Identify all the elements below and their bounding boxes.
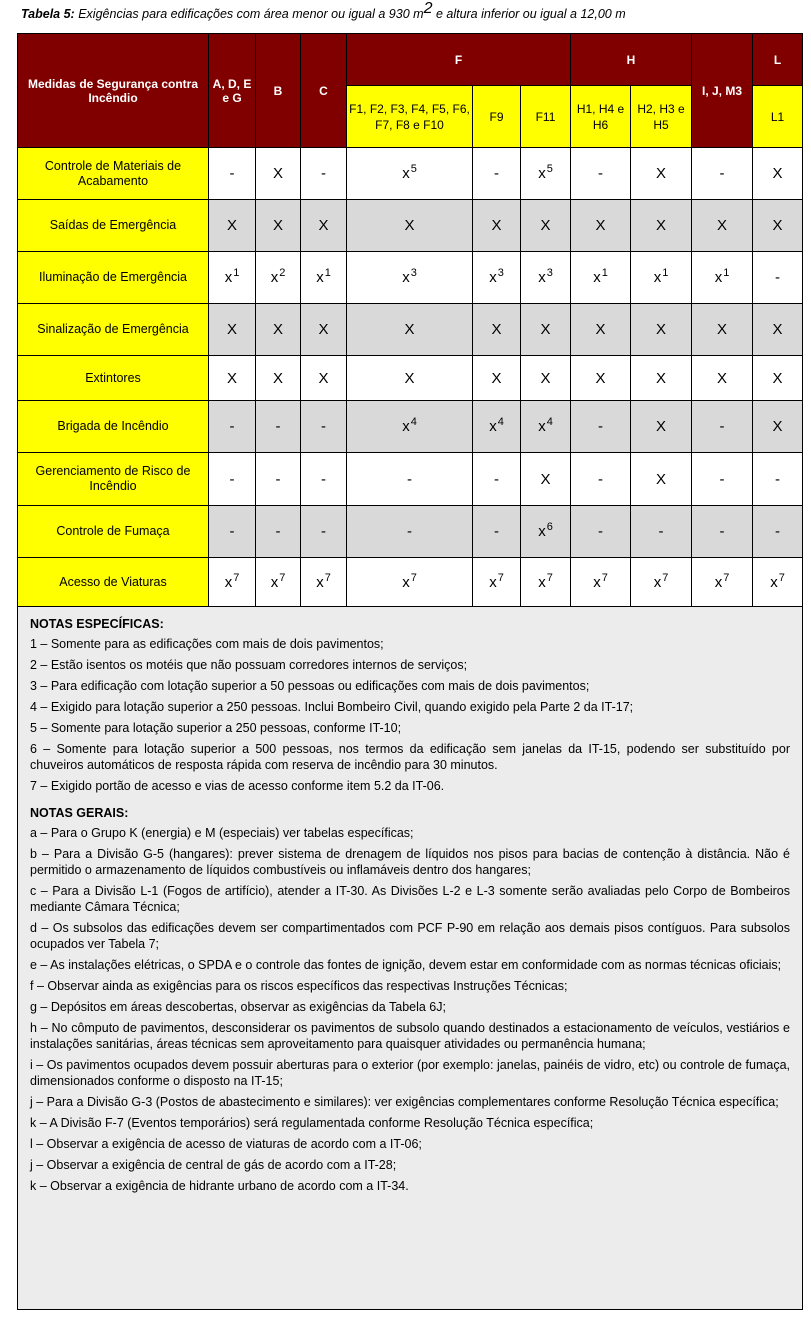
header-group-f: F [347,34,571,86]
cell-mark: - [494,165,499,182]
cell-mark: X [655,321,666,338]
cell-mark: - [719,165,725,182]
note-item: 5 – Somente para lotação superior a 250 pessoas, conforme IT-10; [30,721,402,735]
cell-mark: X [595,321,606,338]
note-item: 7 – Exigido portão de acesso e vias de acesso conforme item 5.2 da IT-06. [30,779,445,793]
cell-note-ref: 1 [662,267,669,279]
cell-mark: x [593,269,601,286]
cell-mark: - [598,165,603,182]
requirement-cell [301,506,347,558]
cell-mark: x [224,573,233,591]
requirement-cell [301,453,347,506]
subheader-h2-h3-h5: H2, H3 e H5 [631,86,692,148]
table-row [18,401,803,453]
note-item: e – As instalações elétricas, o SPDA e o controle das fontes de ignição, devem estar em conformidade com as normas técnicas oficiais; [30,958,782,972]
requirement-cell [521,148,571,200]
note-item: 3 – Para edificação com lotação superior a 50 pessoas ou edificações com mais de dois pavimentos; [30,679,590,693]
cell-note-ref: 1 [233,267,240,279]
cell-mark: x [489,573,497,591]
requirement-cell [571,304,631,356]
requirement-cell [347,252,473,304]
cell-note-ref: 4 [546,416,553,428]
cell-mark: X [540,470,551,488]
requirement-cell [347,401,473,453]
caption-superscript: 2 [423,0,433,17]
cell-mark: - [719,470,725,488]
requirement-cell [521,356,571,401]
cell-mark: x [270,269,279,286]
cell-mark: - [598,523,603,540]
cell-mark: - [321,418,326,435]
cell-mark: - [775,269,780,286]
requirement-cell [209,558,256,607]
requirement-cell [209,252,256,304]
requirement-cell [256,304,301,356]
note-item: 4 – Exigido para lotação superior a 250 pessoas. Inclui Bombeiro Civil, quando exigido pela Parte 2 da IT-17; [30,700,634,714]
requirement-cell [347,200,473,252]
row-label: Controle de Fumaça [18,506,209,558]
cell-mark: - [719,418,725,435]
table-caption [21,0,626,21]
requirement-cell [753,148,803,200]
requirement-cell [209,356,256,401]
table-row [18,148,803,200]
requirement-cell [347,304,473,356]
requirement-cell [301,148,347,200]
cell-note-ref: 1 [723,267,730,279]
header-group-l: L [753,34,803,86]
cell-mark: x [770,573,778,591]
cell-mark: x [593,573,601,591]
cell-mark: X [404,217,415,234]
general-notes-title: NOTAS GERAIS: [30,806,129,820]
cell-mark: x [489,418,497,435]
cell-note-ref: 7 [601,571,608,584]
cell-note-ref: 4 [410,416,417,428]
requirement-cell [209,200,256,252]
requirement-cell [256,506,301,558]
cell-note-ref: 7 [279,571,286,584]
requirement-cell [521,304,571,356]
row-label: Sinalização de Emergência [18,304,209,356]
cell-mark: x [402,418,410,435]
cell-mark: X [772,217,783,234]
requirement-cell [301,200,347,252]
note-item: h – No cômputo de pavimentos, desconsiderar os pavimentos de subsolo quando destinados a estacionamento de veículos, vestiários e instalações sanitárias, áreas técnicas sem aproveitamento para quaisquer atividades ou permanência humana; [30,1021,790,1051]
subheader-l1: L1 [753,86,803,148]
cell-note-ref: 7 [662,571,669,584]
cell-mark: X [540,217,551,234]
requirement-cell [301,252,347,304]
requirement-cell [473,148,521,200]
cell-mark: - [321,523,326,540]
cell-mark: X [655,418,666,435]
cell-mark: x [714,269,723,286]
cell-mark: - [275,470,281,488]
cell-mark: x [538,165,546,182]
requirement-cell [347,356,473,401]
cell-mark: x [489,269,497,286]
cell-mark: X [716,369,727,387]
requirement-cell [692,148,753,200]
requirement-cell [692,356,753,401]
cell-mark: X [318,369,329,387]
requirement-cell [209,453,256,506]
table-row [18,200,803,252]
cell-mark: X [772,165,783,182]
requirement-cell [256,148,301,200]
cell-mark: - [775,523,780,540]
cell-mark: x [538,269,546,286]
note-item: k – Observar a exigência de hidrante urbano de acordo com a IT-34. [30,1179,409,1193]
subheader-h1-h4-h6: H1, H4 e H6 [571,86,631,148]
cell-mark: X [491,217,502,234]
requirement-cell [571,401,631,453]
cell-mark: X [318,321,329,338]
requirement-cell [521,558,571,607]
cell-mark: X [772,321,783,338]
requirement-cell [753,558,803,607]
requirement-cell [631,558,692,607]
requirement-cell [753,401,803,453]
cell-mark: x [538,573,546,591]
cell-mark: x [316,573,324,591]
cell-mark: X [716,321,727,338]
general-notes-list [30,825,790,1194]
requirement-cell [473,558,521,607]
row-label: Gerenciamento de Risco de Incêndio [18,453,209,506]
cell-mark: x [538,418,546,435]
cell-note-ref: 7 [410,571,417,584]
specific-notes-title: NOTAS ESPECÍFICAS: [30,617,164,631]
requirement-cell [256,252,301,304]
table-row [18,506,803,558]
requirement-cell [571,356,631,401]
cell-note-ref: 1 [601,267,608,279]
requirement-cell [256,401,301,453]
cell-mark: x [316,269,324,286]
requirement-cell [631,356,692,401]
cell-mark: - [321,165,326,182]
cell-note-ref: 7 [497,571,504,584]
table-row [18,252,803,304]
row-label: Acesso de Viaturas [18,558,209,607]
cell-mark: X [595,217,606,234]
header-row-groups [18,34,803,86]
cell-mark: x [538,523,546,540]
cell-mark: X [655,165,666,182]
cell-mark: x [653,269,662,286]
requirement-cell [521,453,571,506]
cell-mark: - [321,470,326,488]
header-group-b: B [256,34,301,148]
row-label: Controle de Materiais de Acabamento [18,148,209,200]
cell-mark: x [402,165,410,182]
cell-note-ref: 6 [546,521,553,533]
requirement-cell [521,200,571,252]
cell-mark: x [714,573,723,591]
requirement-cell [631,252,692,304]
requirement-cell [692,453,753,506]
note-item: c – Para a Divisão L-1 (Fogos de artifício), atender a IT-30. As Divisões L-2 e L-3 somente serão avaliadas pelo Corpo de Bombeiros mediante Câmara Técnica; [30,884,790,914]
caption-label: Tabela 5: [21,7,75,21]
note-item: 1 – Somente para as edificações com mais de dois pavimentos; [30,637,384,651]
requirement-cell [571,252,631,304]
requirement-cell [571,200,631,252]
cell-mark: - [775,470,780,488]
cell-mark: X [272,165,283,182]
cell-note-ref: 3 [546,267,553,279]
cell-mark: - [407,470,412,488]
cell-mark: - [275,418,281,435]
requirement-cell [692,558,753,607]
note-item: k – A Divisão F-7 (Eventos temporários) será regulamentada conforme Resolução Técnica específica; [30,1116,594,1130]
cell-mark: X [655,470,666,488]
requirement-cell [347,148,473,200]
cell-mark: x [402,269,410,286]
table-row [18,453,803,506]
cell-mark: X [540,321,551,338]
requirement-cell [347,453,473,506]
requirement-cell [753,506,803,558]
cell-note-ref: 3 [410,267,417,279]
requirement-cell [301,558,347,607]
cell-note-ref: 7 [546,571,553,584]
cell-mark: X [272,321,283,338]
cell-mark: X [404,321,415,338]
requirement-cell [571,558,631,607]
cell-mark: X [540,369,551,387]
table-row [18,304,803,356]
requirement-cell [347,558,473,607]
note-item: f – Observar ainda as exigências para os riscos específicos das respectivas Instruções Técnicas; [30,979,568,993]
caption-text-after: e altura inferior ou igual a 12,00 m [432,7,626,21]
requirement-cell [753,304,803,356]
note-item: 2 – Estão isentos os motéis que não possuam corredores internos de serviços; [30,658,468,672]
cell-mark: - [229,523,235,540]
cell-mark: - [229,418,235,435]
requirement-cell [631,200,692,252]
cell-mark: X [772,418,783,435]
header-measures: Medidas de Segurança contra Incêndio [18,34,209,148]
requirement-cell [692,304,753,356]
requirement-cell [301,356,347,401]
note-item: j – Para a Divisão G-3 (Postos de abastecimento e similares): ver exigências complementares conforme Resolução Técnica específica; [30,1095,779,1109]
requirement-cell [209,506,256,558]
note-item: d – Os subsolos das edificações devem ser compartimentados com PCF P-90 em relação aos demais pisos contíguos. Para subsolos ocupados ver Tabela 7; [30,921,790,951]
cell-mark: X [226,321,237,338]
requirement-cell [473,401,521,453]
requirement-cell [473,453,521,506]
header-group-h: H [571,34,692,86]
cell-note-ref: 1 [324,267,331,279]
requirement-cell [753,252,803,304]
requirements-table [17,33,803,607]
cell-mark: - [598,470,603,488]
cell-mark: x [224,269,233,286]
note-item: j – Observar a exigência de central de gás de acordo com a IT-28; [30,1158,397,1172]
requirement-cell [631,304,692,356]
row-label: Iluminação de Emergência [18,252,209,304]
requirement-cell [209,401,256,453]
cell-mark: - [494,470,499,488]
requirement-cell [753,453,803,506]
cell-mark: - [229,165,235,182]
header-group-ijm3: I, J, M3 [692,34,753,148]
requirement-cell [301,401,347,453]
cell-mark: - [658,523,664,540]
requirement-cell [692,401,753,453]
requirement-cell [256,453,301,506]
requirement-cell [692,200,753,252]
cell-note-ref: 7 [324,571,331,584]
requirement-cell [631,148,692,200]
cell-mark: - [494,523,499,540]
requirement-cell [521,252,571,304]
cell-mark: X [772,369,783,387]
requirement-cell [571,453,631,506]
cell-mark: x [653,573,662,591]
table-row [18,356,803,401]
specific-notes-list [30,636,790,794]
table-row [18,558,803,607]
cell-mark: X [226,369,237,387]
cell-note-ref: 7 [778,571,785,584]
requirement-cell [256,200,301,252]
cell-mark: - [275,523,281,540]
requirement-cell [301,304,347,356]
note-item: 6 – Somente para lotação superior a 500 pessoas, nos termos da edificação sem janelas da IT-15, podendo ser substituído por chuveiros automáticos de resposta rápida com reserva de incêndio para 30 minutos. [30,742,790,772]
requirement-cell [521,506,571,558]
requirement-cell [256,356,301,401]
cell-mark: X [318,217,329,234]
note-item: i – Os pavimentos ocupados devem possuir aberturas para o exterior (por exemplo: janelas, painéis de vidro, etc) ou controle de fumaça, dimensionados conforme o disposto na IT-15; [30,1058,790,1088]
cell-mark: X [272,369,283,387]
subheader-f1-f10: F1, F2, F3, F4, F5, F6, F7, F8 e F10 [347,86,473,148]
requirement-cell [521,401,571,453]
row-label: Extintores [18,356,209,401]
requirement-cell [631,401,692,453]
row-label: Saídas de Emergência [18,200,209,252]
cell-mark: X [226,217,237,234]
cell-mark: x [270,573,279,591]
cell-mark: - [229,470,235,488]
cell-mark: X [655,369,666,387]
cell-note-ref: 7 [723,571,730,584]
subheader-f11: F11 [521,86,571,148]
cell-mark: - [407,523,412,540]
requirement-cell [631,453,692,506]
requirement-cell [256,558,301,607]
requirement-cell [692,252,753,304]
cell-mark: X [595,369,606,387]
cell-note-ref: 2 [279,267,286,279]
requirement-cell [473,506,521,558]
cell-note-ref: 4 [497,416,504,428]
row-label: Brigada de Incêndio [18,401,209,453]
cell-mark: X [491,321,502,338]
cell-mark: X [491,369,502,387]
requirement-cell [473,304,521,356]
cell-mark: X [716,217,727,234]
note-item: g – Depósitos em áreas descobertas, observar as exigências da Tabela 6J; [30,1000,446,1014]
requirement-cell [571,506,631,558]
cell-mark: X [655,217,666,234]
requirement-cell [753,356,803,401]
caption-text: Exigências para edificações com área menor ou igual a 930 m [78,7,424,21]
cell-mark: x [402,573,410,591]
requirement-cell [631,506,692,558]
cell-note-ref: 3 [497,267,504,279]
cell-mark: X [272,217,283,234]
requirement-cell [473,252,521,304]
notes-section [17,607,803,1310]
requirement-cell [571,148,631,200]
cell-note-ref: 5 [546,163,553,175]
cell-mark: X [404,369,415,387]
subheader-f9: F9 [473,86,521,148]
requirement-cell [209,304,256,356]
note-item: l – Observar a exigência de acesso de viaturas de acordo com a IT-06; [30,1137,422,1151]
cell-note-ref: 5 [410,163,417,175]
requirement-cell [473,356,521,401]
cell-mark: - [719,523,725,540]
requirement-cell [347,506,473,558]
requirement-cell [473,200,521,252]
requirement-cell [209,148,256,200]
cell-note-ref: 7 [233,571,240,584]
header-group-adeg: A, D, E e G [209,34,256,148]
note-item: a – Para o Grupo K (energia) e M (especiais) ver tabelas específicas; [30,826,414,840]
requirement-cell [753,200,803,252]
note-item: b – Para a Divisão G-5 (hangares): prever sistema de drenagem de líquidos nos pisos para bacias de contenção à distância. Não é permitido o armazenamento de líquidos combustíveis ou inflamáveis dentro dos hangares; [30,847,790,877]
header-group-c: C [301,34,347,148]
requirement-cell [692,506,753,558]
cell-mark: - [598,418,603,435]
